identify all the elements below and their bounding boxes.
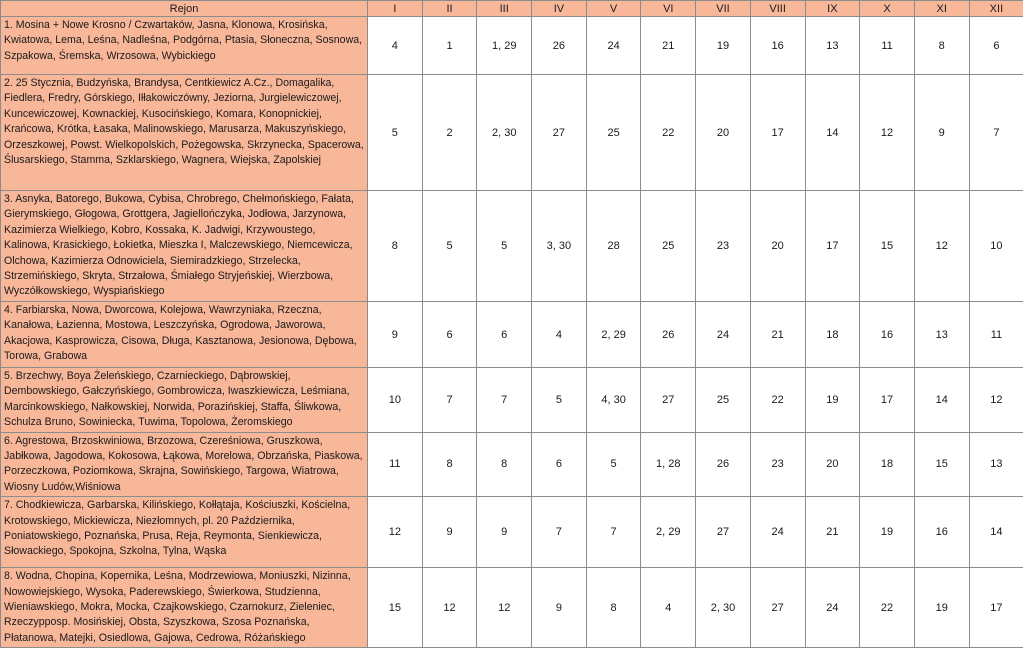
date-cell: 3, 30	[532, 191, 587, 302]
date-cell: 13	[969, 432, 1023, 497]
date-cell: 12	[422, 568, 477, 648]
date-cell: 27	[750, 568, 805, 648]
date-cell: 22	[860, 568, 915, 648]
date-cell: 19	[914, 568, 969, 648]
date-cell: 27	[641, 368, 696, 433]
month-header-ii: II	[422, 1, 477, 17]
date-cell: 20	[750, 191, 805, 302]
date-cell: 13	[805, 17, 860, 75]
date-cell: 10	[368, 368, 423, 433]
table-row	[1, 432, 1023, 497]
date-cell: 24	[696, 302, 751, 368]
date-cell: 20	[805, 432, 860, 497]
region-cell: 1. Mosina + Nowe Krosno / Czwartaków, Jasna, Klonowa, Krosińska, Kwiatowa, Lema, Leśna, Nadleśna, Podgórna, Ptasia, Słoneczna, Sosnowa, Szpakowa, Śremska, Wrzosowa, Wybickiego	[1, 17, 368, 75]
date-cell: 1	[422, 17, 477, 75]
table-row	[1, 302, 1023, 368]
date-cell: 5	[422, 191, 477, 302]
table-row	[1, 368, 1023, 433]
date-cell: 23	[696, 191, 751, 302]
date-cell: 12	[368, 497, 423, 568]
date-cell: 12	[477, 568, 532, 648]
region-cell: 7. Chodkiewicza, Garbarska, Kilińskiego, Kołłątaja, Kościuszki, Kościelna, Krotowskiego, Mickiewicza, Niezłomnych, pl. 20 Października, Poniatowskiego, Poznańska, Prusa, Reja, Reymonta, Sienkiewicza, Słowackiego, Spokojna, Szkolna, Tylna, Wąska	[1, 497, 368, 568]
date-cell: 22	[750, 368, 805, 433]
month-header-x: X	[860, 1, 915, 17]
date-cell: 11	[969, 302, 1023, 368]
date-cell: 4, 30	[586, 368, 641, 433]
month-header-vii: VII	[696, 1, 751, 17]
month-header-xi: XI	[914, 1, 969, 17]
table-row	[1, 75, 1023, 191]
date-cell: 7	[969, 75, 1023, 191]
date-cell: 12	[969, 368, 1023, 433]
date-cell: 26	[641, 302, 696, 368]
date-cell: 11	[860, 17, 915, 75]
date-cell: 21	[805, 497, 860, 568]
date-cell: 24	[586, 17, 641, 75]
date-cell: 16	[860, 302, 915, 368]
table-row	[1, 17, 1023, 75]
date-cell: 2	[422, 75, 477, 191]
date-cell: 27	[696, 497, 751, 568]
date-cell: 26	[696, 432, 751, 497]
date-cell: 18	[805, 302, 860, 368]
month-header-iii: III	[477, 1, 532, 17]
month-header-viii: VIII	[750, 1, 805, 17]
date-cell: 18	[860, 432, 915, 497]
date-cell: 1, 28	[641, 432, 696, 497]
date-cell: 2, 30	[477, 75, 532, 191]
date-cell: 15	[914, 432, 969, 497]
month-header-i: I	[368, 1, 423, 17]
month-header-ix: IX	[805, 1, 860, 17]
table-row	[1, 568, 1023, 648]
date-cell: 24	[750, 497, 805, 568]
date-cell: 4	[368, 17, 423, 75]
date-cell: 25	[586, 75, 641, 191]
date-cell: 17	[805, 191, 860, 302]
date-cell: 10	[969, 191, 1023, 302]
month-header-vi: VI	[641, 1, 696, 17]
date-cell: 2, 29	[641, 497, 696, 568]
date-cell: 6	[532, 432, 587, 497]
region-cell: 5. Brzechwy, Boya Żeleńskiego, Czarnieckiego, Dąbrowskiej, Dembowskiego, Gałczyńskiego, Gombrowicza, Iwaszkiewicza, Leśmiana, Marcinkowskiego, Nałkowskiej, Norwida, Porazińskiej, Staffa, Śliwkowa, Schulza Bruno, Sowinieckа, Tuwima, Topolowa, Żeromskiego	[1, 368, 368, 433]
date-cell: 25	[641, 191, 696, 302]
region-cell: 8. Wodna, Chopina, Kopernika, Leśna, Modrzewiowa, Moniuszki, Nizinna, Nowowiejskiego, Wysoka, Paderewskiego, Świerkowa, Studzienna, Wieniawskiego, Mokra, Mocka, Czajkowskiego, Czarnokurz, Zieleniec, Rzeczypposp. Mosińskiej, Obsta, Szyszkowa, Szosa Poznańska, Płatanowa, Matejki, Osiedlowa, Gajowa, Cedrowa, Różańskiego	[1, 568, 368, 648]
date-cell: 19	[696, 17, 751, 75]
date-cell: 9	[914, 75, 969, 191]
date-cell: 5	[368, 75, 423, 191]
date-cell: 21	[641, 17, 696, 75]
month-header-xii: XII	[969, 1, 1023, 17]
date-cell: 5	[477, 191, 532, 302]
date-cell: 7	[422, 368, 477, 433]
date-cell: 8	[477, 432, 532, 497]
date-cell: 19	[805, 368, 860, 433]
date-cell: 17	[750, 75, 805, 191]
region-cell: 6. Agrestowa, Brzoskwiniowa, Brzozowa, Czereśniowa, Gruszkowa, Jabłkowa, Jagodowa, Kokosowa, Łąkowa, Morelowa, Obrzańska, Piaskowa, Porzeczkowa, Poziomkowa, Skrajna, Sowińskiego, Targowa, Wiatrowa, Wiosny Ludów,Wiśniowa	[1, 432, 368, 497]
date-cell: 22	[641, 75, 696, 191]
date-cell: 7	[532, 497, 587, 568]
header-row	[1, 1, 1023, 17]
date-cell: 7	[477, 368, 532, 433]
month-header-iv: IV	[532, 1, 587, 17]
date-cell: 2, 30	[696, 568, 751, 648]
date-cell: 20	[696, 75, 751, 191]
date-cell: 27	[532, 75, 587, 191]
date-cell: 6	[422, 302, 477, 368]
date-cell: 17	[860, 368, 915, 433]
date-cell: 21	[750, 302, 805, 368]
date-cell: 5	[586, 432, 641, 497]
date-cell: 4	[532, 302, 587, 368]
date-cell: 25	[696, 368, 751, 433]
date-cell: 14	[805, 75, 860, 191]
date-cell: 16	[750, 17, 805, 75]
date-cell: 14	[914, 368, 969, 433]
date-cell: 23	[750, 432, 805, 497]
date-cell: 6	[477, 302, 532, 368]
region-cell: 4. Farbiarska, Nowa, Dworcowa, Kolejowa, Wawrzyniaka, Rzeczna, Kanałowa, Łazienna, Mostowa, Leszczyńska, Ogrodowa, Jaworowa, Akacjowa, Kasprowicza, Cisowa, Długa, Kasztanowa, Jesionowa, Dębowa, Torowa, Grabowa	[1, 302, 368, 368]
date-cell: 6	[969, 17, 1023, 75]
date-cell: 11	[368, 432, 423, 497]
date-cell: 12	[860, 75, 915, 191]
date-cell: 4	[641, 568, 696, 648]
date-cell: 9	[532, 568, 587, 648]
date-cell: 15	[860, 191, 915, 302]
date-cell: 7	[586, 497, 641, 568]
region-cell: 2. 25 Stycznia, Budzyńska, Brandysa, Centkiewicz A.Cz., Domagalika, Fiedlera, Fredry, Górskiego, Iłłakowiczówny, Jeziorna, Jurgielewiczowej, Kuncewiczowej, Kownackiej, Kusocińskiego, Komara, Konopnickiej, Krańcowa, Krótka, Łasaka, Malinowskiego, Marusarza, Makuszyńskiego, Orzeszkowej, Powst. Wielkopolskich, Pożegowska, Skrzynecka, Spacerowa, Ślusarskiego, Stamma, Szklarskiego, Wagnera, Wiejska, Zapolskiej	[1, 75, 368, 191]
date-cell: 17	[969, 568, 1023, 648]
date-cell: 9	[422, 497, 477, 568]
date-cell: 24	[805, 568, 860, 648]
date-cell: 1, 29	[477, 17, 532, 75]
date-cell: 14	[969, 497, 1023, 568]
date-cell: 15	[368, 568, 423, 648]
table-row	[1, 191, 1023, 302]
region-header: Rejon	[1, 1, 368, 17]
date-cell: 9	[368, 302, 423, 368]
date-cell: 5	[532, 368, 587, 433]
date-cell: 16	[914, 497, 969, 568]
date-cell: 26	[532, 17, 587, 75]
month-header-v: V	[586, 1, 641, 17]
date-cell: 9	[477, 497, 532, 568]
date-cell: 19	[860, 497, 915, 568]
region-cell: 3. Asnyka, Batorego, Bukowa, Cybisa, Chrobrego, Chełmońskiego, Fałata, Gierymskiego, Głogowa, Grottgera, Jagiellończyka, Jodłowa, Jarzynowa, Kazimierza Wielkiego, Kobro, Kossaka, K. Jadwigi, Krzywoustego, Kalinowa, Krasickiego, Łokietka, Mieszka I, Malczewskiego, Niemcewicza, Olchowa, Kazimierza Odnowiciela, Siemiradzkiego, Strzelecka, Strzemińskiego, Skryta, Strzałowa, Śmiałego Stryjeńskiej, Wierzbowa, Wyczółkowskiego, Wyspiańskiego	[1, 191, 368, 302]
table-row	[1, 497, 1023, 568]
date-cell: 8	[586, 568, 641, 648]
date-cell: 28	[586, 191, 641, 302]
date-cell: 13	[914, 302, 969, 368]
date-cell: 12	[914, 191, 969, 302]
date-cell: 8	[368, 191, 423, 302]
date-cell: 8	[422, 432, 477, 497]
date-cell: 2, 29	[586, 302, 641, 368]
date-cell: 8	[914, 17, 969, 75]
